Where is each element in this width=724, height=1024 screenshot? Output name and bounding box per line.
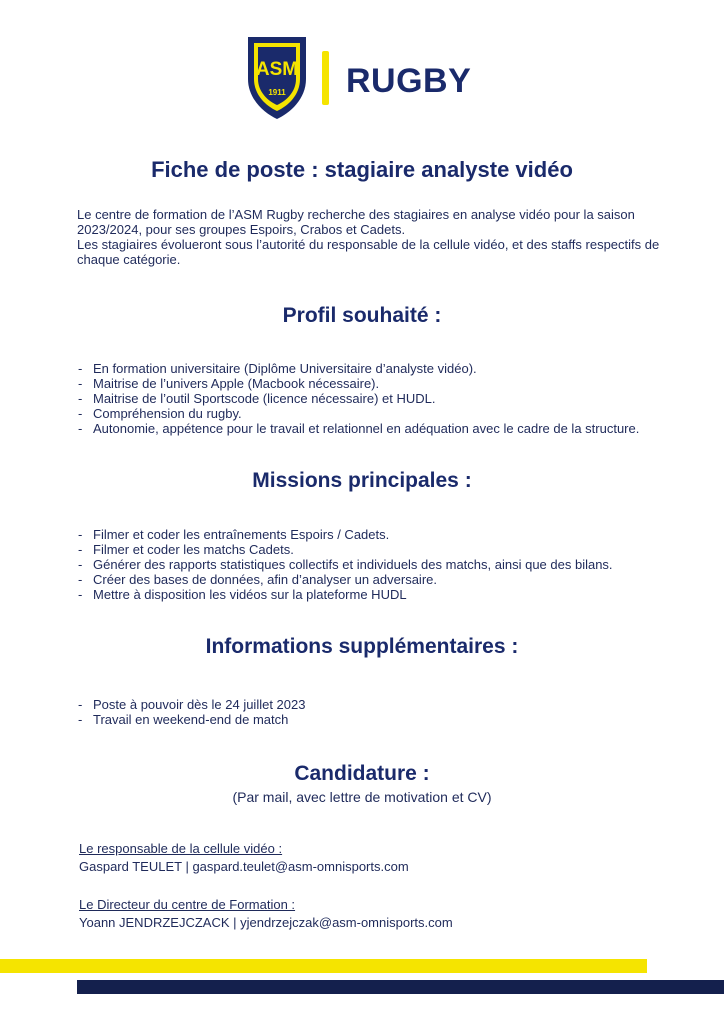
logo-year: 1911 bbox=[268, 88, 286, 97]
list-item: - Poste à pouvoir dès le 24 juillet 2023 bbox=[77, 697, 305, 712]
profil-list bbox=[77, 361, 639, 436]
page-title: Fiche de poste : stagiaire analyste vidéo bbox=[151, 157, 573, 182]
logo-letters: ASM bbox=[255, 59, 299, 80]
list-item: - Maitrise de l’univers Apple (Macbook nécessaire). bbox=[77, 376, 639, 391]
candidature-heading: Candidature : bbox=[294, 762, 430, 785]
contact-video-manager bbox=[79, 840, 409, 876]
footer-navy-bar bbox=[77, 980, 724, 994]
info-list bbox=[77, 697, 305, 727]
intro-paragraph-2: Les stagiaires évolueront sous l’autorité du responsable de la cellule vidéo, et des staffs respectifs de chaque catégorie. bbox=[77, 237, 660, 267]
missions-heading: Missions principales : bbox=[252, 469, 472, 492]
contact-role: Le responsable de la cellule vidéo : bbox=[79, 841, 283, 856]
logo-divider bbox=[322, 51, 329, 105]
brand-wordmark: RUGBY bbox=[346, 62, 472, 100]
list-item: - Maitrise de l’outil Sportscode (licence nécessaire) et HUDL. bbox=[77, 391, 639, 406]
list-item: - Créer des bases de données, afin d’analyser un adversaire. bbox=[77, 572, 613, 587]
profil-heading: Profil souhaité : bbox=[282, 304, 442, 327]
candidature-subtitle: (Par mail, avec lettre de motivation et CV) bbox=[232, 789, 492, 805]
info-heading: Informations supplémentaires : bbox=[205, 635, 519, 658]
list-item: - Compréhension du rugby. bbox=[77, 406, 639, 421]
list-item: - En formation universitaire (Diplôme Universitaire d’analyste vidéo). bbox=[77, 361, 639, 376]
contact-detail: Yoann JENDRZEJCZACK | yjendrzejczak@asm-omnisports.com bbox=[79, 915, 453, 930]
footer-yellow-bar bbox=[0, 959, 647, 973]
list-item: - Générer des rapports statistiques collectifs et individuels des matchs, ainsi que des bilans. bbox=[77, 557, 613, 572]
contact-role: Le Directeur du centre de Formation : bbox=[79, 897, 296, 912]
list-item: - Filmer et coder les matchs Cadets. bbox=[77, 542, 613, 557]
asm-shield-logo bbox=[244, 33, 310, 121]
contact-detail: Gaspard TEULET | gaspard.teulet@asm-omnisports.com bbox=[79, 859, 409, 874]
list-item: - Filmer et coder les entraînements Espoirs / Cadets. bbox=[77, 527, 613, 542]
header-logo bbox=[244, 33, 484, 123]
missions-list bbox=[77, 527, 613, 602]
contact-director bbox=[79, 896, 453, 932]
list-item: - Mettre à disposition les vidéos sur la plateforme HUDL bbox=[77, 587, 613, 602]
list-item: - Travail en weekend-end de match bbox=[77, 712, 305, 727]
list-item: - Autonomie, appétence pour le travail et relationnel en adéquation avec le cadre de la structure. bbox=[77, 421, 639, 436]
intro-paragraph-1: Le centre de formation de l’ASM Rugby recherche des stagiaires en analyse vidéo pour la saison 2023/2024, pour ses groupes Espoirs, Crabos et Cadets. bbox=[77, 207, 635, 237]
intro-text bbox=[77, 207, 667, 267]
